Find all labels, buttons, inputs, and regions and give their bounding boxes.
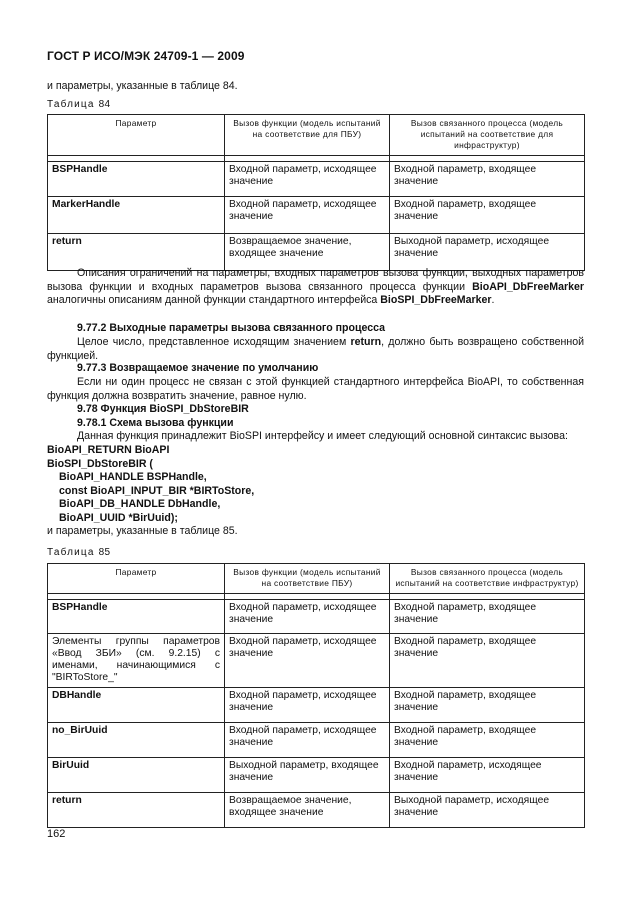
function-name: BioAPI_DbFreeMarker [472, 280, 584, 293]
table-cell-param: BSPHandle [48, 600, 225, 634]
table-cell: Выходной параметр, входящее значение [225, 758, 390, 793]
table-cell-param: MarkerHandle [48, 197, 225, 234]
table-cell: Входной параметр, исходящее значение [225, 688, 390, 723]
table85-caption [47, 547, 110, 558]
table-cell-param: Элементы группы параметров «Ввод ЗБИ» (см. 9.2.15) с именами, начинающимися с "BIRToStore_" [48, 634, 225, 688]
table-cell: Входной параметр, исходящее значение [225, 634, 390, 688]
table-cell: Выходной параметр, исходящее значение [390, 793, 585, 828]
table-header-row [48, 564, 585, 594]
table85-caption-number: 85 [98, 547, 111, 558]
function-name: BioSPI_DbFreeMarker [380, 294, 492, 307]
section-heading-9-78-1: 9.78.1 Схема вызова функции [77, 417, 234, 429]
text-run: аналогичны описаниям данной функции стандартного интерфейса [47, 294, 381, 307]
code-block [47, 444, 254, 526]
page-number: 162 [47, 828, 66, 840]
table-cell: Входной параметр, исходящее значение [225, 600, 390, 634]
section-heading-9-77-2: 9.77.2 Выходные параметры вызова связанного процесса [77, 322, 386, 334]
text-run: , должно быть возвращено собственной функцией. [47, 336, 584, 362]
paragraph-output-params [47, 336, 584, 363]
code-line: BioAPI_HANDLE BSPHandle, [59, 471, 207, 484]
table-header-cell: Вызов связанного процесса (модель испытаний на соответствие инфраструктур) [390, 564, 585, 594]
parameter-name: return [350, 336, 382, 348]
table-cell-param: return [48, 793, 225, 828]
table-cell: Входной параметр, исходящее значение [390, 758, 585, 793]
table-row [48, 234, 585, 271]
table-header-cell: Параметр [48, 564, 225, 594]
text-run: Описания ограничений на параметры, входных параметров вызова функции, выходных параметров вызова функции и входных параметров вызова связанного процесса функции [47, 267, 584, 293]
table-row [48, 600, 585, 634]
code-line: BioAPI_RETURN BioAPI [47, 444, 170, 456]
table84-caption-number: 84 [98, 99, 111, 110]
table-cell: Входной параметр, входящее значение [390, 197, 585, 234]
table-cell: Входной параметр, входящее значение [390, 634, 585, 688]
paragraph-default-value: Если ни один процесс не связан с этой функцией стандартного интерфейса BioAPI, то собственная функция должна возвратить значение, равное нулю. [47, 376, 584, 402]
section-heading-9-77-3: 9.77.3 Возвращаемое значение по умолчанию [77, 362, 319, 374]
table-84 [47, 114, 585, 271]
table-row [48, 723, 585, 758]
table-cell: Входной параметр, входящее значение [390, 688, 585, 723]
table-cell-param: DBHandle [48, 688, 225, 723]
table-row [48, 793, 585, 828]
code-line: BioSPI_DbStoreBIR ( [47, 457, 153, 470]
code-line: BioAPI_UUID *BirUuid); [59, 511, 178, 524]
table-cell: Входной параметр, исходящее значение [225, 197, 390, 234]
table-cell-param: BirUuid [48, 758, 225, 793]
text-run: . [491, 294, 495, 307]
table84-caption-word: Таблица [47, 99, 95, 110]
table84-caption [47, 99, 110, 110]
table-cell: Входной параметр, входящее значение [390, 162, 585, 197]
code-line: const BioAPI_INPUT_BIR *BIRToStore, [59, 484, 255, 497]
table-cell: Выходной параметр, исходящее значение [390, 234, 585, 271]
table-row [48, 688, 585, 723]
paragraph-table85-ref: и параметры, указанные в таблице 85. [47, 525, 238, 537]
paragraph-syntax: Данная функция принадлежит BioSPI интерфейсу и имеет следующий основной синтаксис вызова: [77, 430, 568, 442]
table-cell: Входной параметр, входящее значение [390, 723, 585, 758]
table-cell: Входной параметр, входящее значение [390, 600, 585, 634]
table-header-cell: Параметр [48, 115, 225, 156]
table-header-cell: Вызов функции (модель испытаний на соответствие для ПБУ) [225, 115, 390, 156]
table-header-row [48, 115, 585, 156]
table-85 [47, 563, 585, 828]
table-header-cell: Вызов функции (модель испытаний на соответствие ПБУ) [225, 564, 390, 594]
table-cell: Входной параметр, исходящее значение [225, 162, 390, 197]
document-header: ГОСТ Р ИСО/МЭК 24709-1 — 2009 [47, 49, 245, 63]
table-cell: Возвращаемое значение, входящее значение [225, 793, 390, 828]
table-row [48, 197, 585, 234]
intro-text: и параметры, указанные в таблице 84. [47, 80, 238, 92]
table-cell: Возвращаемое значение, входящее значение [225, 234, 390, 271]
paragraph-constraints [47, 267, 584, 308]
table-cell: Входной параметр, исходящее значение [225, 723, 390, 758]
table-cell-param: BSPHandle [48, 162, 225, 197]
table-header-cell: Вызов связанного процесса (модель испытаний на соответствие для инфраструктур) [390, 115, 585, 156]
code-line: BioAPI_DB_HANDLE DbHandle, [59, 498, 221, 511]
text-run: Целое число, представленное исходящим значением [77, 336, 351, 348]
table-row [48, 634, 585, 688]
table-cell-param: return [48, 234, 225, 271]
table-row [48, 758, 585, 793]
table85-caption-word: Таблица [47, 547, 95, 558]
table-row [48, 162, 585, 197]
section-heading-9-78: 9.78 Функция BioSPI_DbStoreBIR [77, 403, 249, 415]
table-cell-param: no_BirUuid [48, 723, 225, 758]
